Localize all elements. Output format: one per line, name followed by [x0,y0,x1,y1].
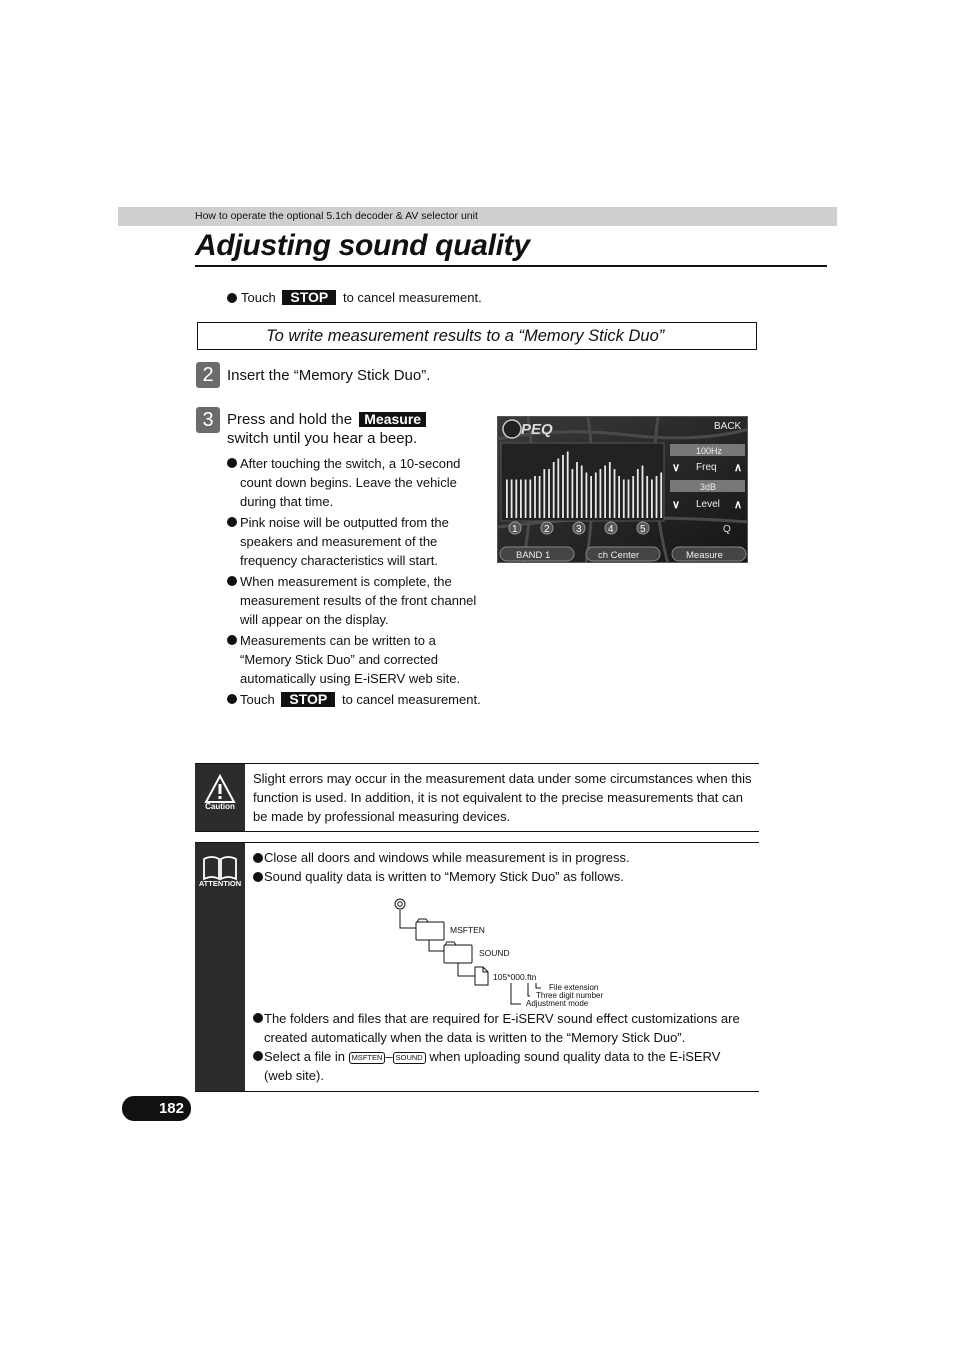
eq-bar [506,480,508,519]
bullet-dot [227,517,237,527]
band-number-5[interactable]: 5 [640,524,646,535]
step-3-text-post: switch until you hear a beep. [227,430,418,447]
band-number-3[interactable]: 3 [576,524,582,535]
eq-bar [572,469,574,518]
bullet-dot [227,293,237,303]
eq-bar [539,476,541,518]
eq-bar [604,466,606,519]
eq-bar [609,462,611,518]
step-2-number: 2 [196,362,220,388]
bullet-text: When measurement is complete, the measurement results of the front channel will appear on the display. [240,574,477,627]
freq-label: Freq [696,462,717,473]
section-heading: To write measurement results to a “Memory Stick Duo” [266,327,665,345]
header-bar [118,207,837,226]
step-3-bullets [227,454,482,711]
q-button[interactable]: Q [723,524,731,535]
bullet-text: Sound quality data is written to “Memory Stick Duo” as follows. [264,869,624,884]
attention-box [195,842,759,1092]
msften-tag: MSFTEN [349,1052,386,1064]
band-number-4[interactable]: 4 [608,524,614,535]
peq-screen [497,416,748,563]
eq-bar [595,473,597,519]
eq-bar [529,480,531,519]
bullet-text: The folders and files that are required for E-iSERV sound effect customizations are created automatically when the data is written to the “Memory Stick Duo”. [264,1011,740,1045]
list-item [227,631,482,688]
page-number: 182 [122,1096,191,1121]
attention-sidebar [195,843,245,1091]
bullet-dot [227,694,237,704]
eq-bar [520,480,522,519]
eq-bar [543,469,545,518]
band-number-2[interactable]: 2 [544,524,550,535]
caution-label: Caution [205,802,235,811]
bullet-text: Pink noise will be outputted from the speakers and measurement of the frequency characteristics will start. [240,515,449,568]
freq-down-icon[interactable]: ∨ [672,462,681,474]
ch-button[interactable]: ch Center [598,550,640,561]
eq-bar [660,473,662,519]
breadcrumb: How to operate the optional 5.1ch decoder & AV selector unit [195,210,478,222]
freq-up-icon[interactable]: ∧ [734,462,743,474]
peq-screen-graphic [498,417,748,563]
level-up-icon[interactable]: ∧ [734,499,743,511]
eq-bar [586,473,588,519]
stop-button-label: STOP [281,692,335,707]
level-label: Level [696,499,720,510]
step-2-text: Insert the “Memory Stick Duo”. [227,367,431,384]
eq-bar [562,455,564,518]
level-value: 3dB [700,482,717,492]
step-3-number: 3 [196,407,220,433]
eq-bar [651,480,653,519]
caution-sidebar [195,764,245,831]
bullet-text: Close all doors and windows while measurement is in progress. [264,850,630,865]
file-name-label: 105*000.ftn [493,972,537,982]
bullet-dot [227,458,237,468]
caution-box [195,763,759,832]
bullet-dot [253,853,263,863]
folder-icon [444,942,472,963]
annotation-adjustment-mode: Adjustment mode [526,999,589,1008]
list-item [227,690,482,709]
bullet-text-post: to cancel measurement. [341,692,481,707]
bullet-text-post: when uploading sound quality data to the E-iSERV (web site). [264,1049,721,1083]
eq-bar [548,469,550,518]
folder-msften-label: MSFTEN [450,925,485,935]
sound-tag: SOUND [393,1052,426,1064]
eq-bar [600,469,602,518]
top-bullet-post: to cancel measurement. [342,290,482,305]
eq-bar [646,476,648,518]
top-bullet-pre: Touch [241,290,276,305]
attention-bullet [253,867,753,886]
attention-bullet [253,1009,743,1047]
page-title: Adjusting sound quality [195,229,530,262]
caution-text: Slight errors may occur in the measurement data under some circumstances when this function is used. In addition, it is not equivalent to the precise measurements that can be made by professional measuring devices. [253,771,752,824]
file-icon [475,967,488,985]
memory-stick-icon [395,899,405,909]
eq-bar [628,480,630,519]
eq-bar [656,476,658,518]
bullet-text-pre: Select a file in [264,1049,345,1064]
bullet-text: Measurements can be written to a “Memory Stick Duo” and corrected automatically using E-iSERV web site. [240,633,461,686]
eq-bar [511,480,513,519]
eq-bar [623,480,625,519]
peq-logo-text: PEQ [521,421,553,438]
tag-separator: – [385,1049,393,1064]
annotation-file-extension: File extension [549,983,599,992]
title-divider [195,265,827,267]
eq-bar [525,480,527,519]
bullet-text-pre: Touch [240,692,275,707]
list-item [227,572,482,629]
eq-bar [576,462,578,518]
attention-label: ATTENTION [198,879,242,888]
level-down-icon[interactable]: ∨ [672,499,681,511]
annotation-three-digit: Three digit number [536,991,604,1000]
eq-bar [637,469,639,518]
list-item [227,454,482,511]
eq-bar [618,476,620,518]
eq-bar [557,459,559,519]
step-3-text-pre: Press and hold the [227,411,353,428]
bullet-text: After touching the switch, a 10-second count down begins. Leave the vehicle during that time. [240,456,461,509]
measure-button-label: Measure [359,412,426,427]
eq-bar [567,452,569,519]
bullet-dot [253,872,263,882]
freq-value: 100Hz [696,446,723,456]
attention-bullet [253,848,753,867]
eq-bar [515,480,517,519]
bullet-dot [253,1051,263,1061]
folder-sound-label: SOUND [479,948,510,958]
eq-bar [553,462,555,518]
back-button[interactable]: BACK [714,421,742,432]
band-button[interactable]: BAND 1 [516,550,551,561]
top-bullet [227,288,482,307]
bullet-dot [253,1013,263,1023]
band-number-1[interactable]: 1 [512,524,518,535]
folder-icon [416,919,444,940]
eq-bar [632,476,634,518]
bullet-dot [227,576,237,586]
stop-button-label: STOP [282,290,336,305]
eq-bar [590,476,592,518]
measure-button[interactable]: Measure [686,550,723,561]
section-heading-box [197,322,757,350]
eq-bar [642,466,644,519]
list-item [227,513,482,570]
attention-bullet [253,1047,743,1085]
eq-bar [581,466,583,519]
peq-logo-icon [503,420,521,438]
bullet-dot [227,635,237,645]
eq-bar [614,469,616,518]
step-3-text [227,410,477,448]
eq-bar [534,476,536,518]
